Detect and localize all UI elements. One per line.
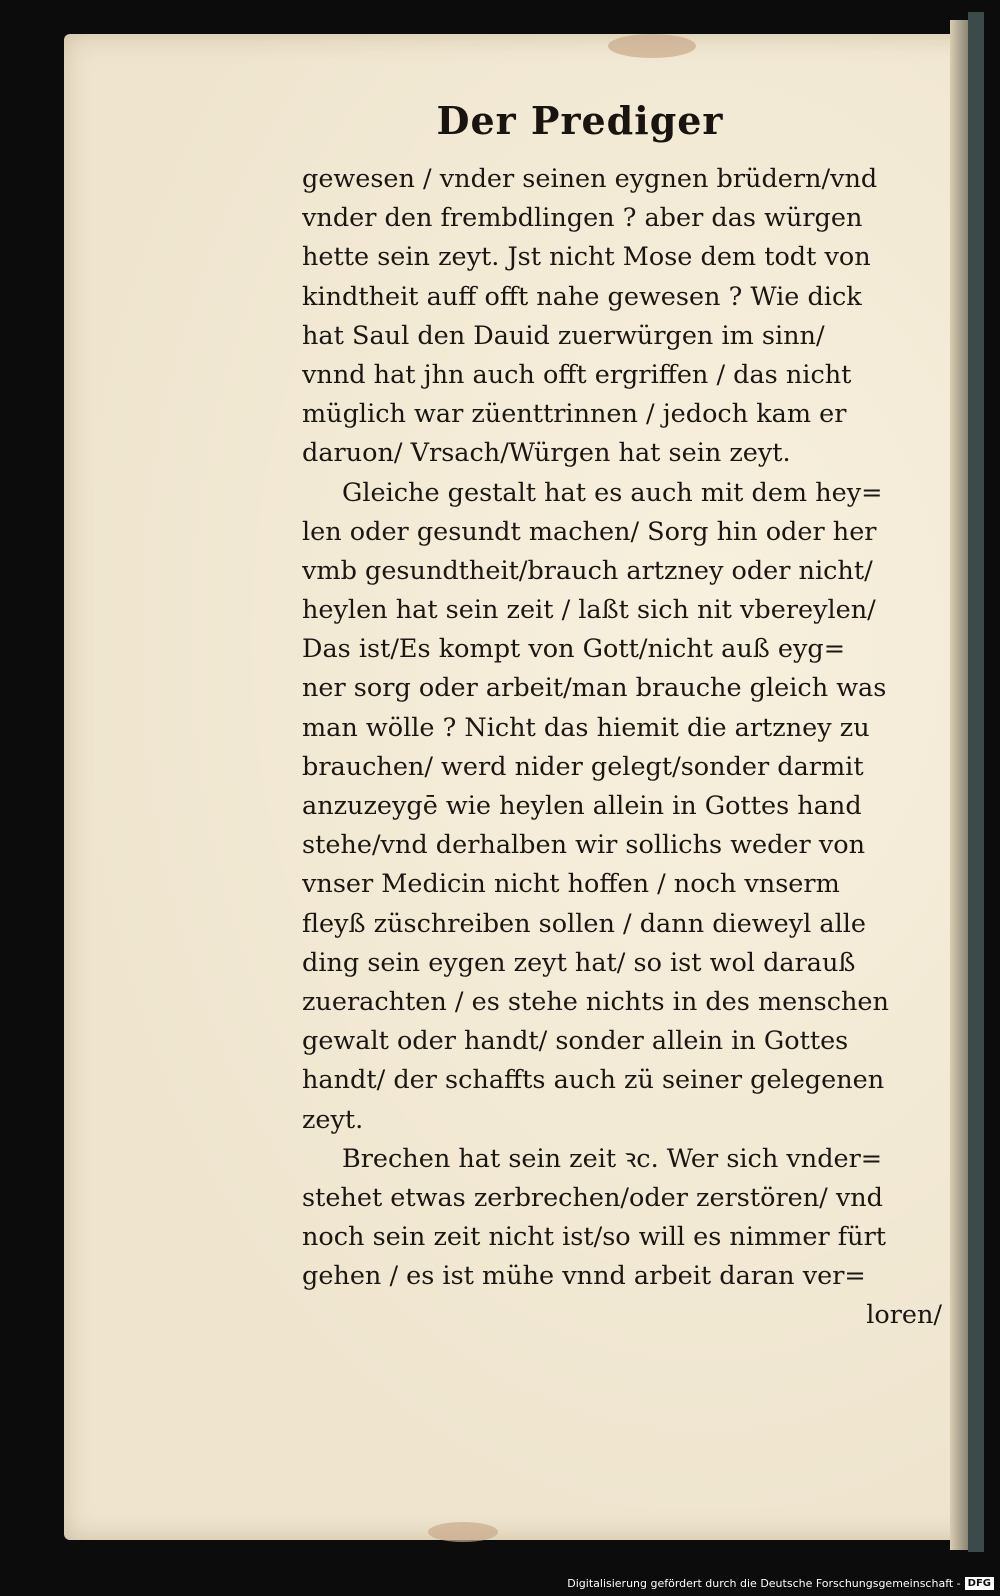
text-line: zeyt. (302, 1104, 364, 1135)
text-line: brauchen/ werd nider gelegt/sonder darmit (302, 751, 864, 782)
page-edge (950, 20, 968, 1550)
text-line: stehe/vnd derhalben wir sollichs weder von (302, 830, 866, 861)
book-spine (968, 12, 984, 1552)
text-line: hette sein zeyt. Jst nicht Mose dem todt von (302, 242, 871, 273)
text-line: anzuzeygē wie heylen allein in Gottes hand (302, 791, 862, 821)
text-line: müglich war züenttrinnen / jedoch kam er (302, 399, 847, 430)
catchword: loren/ (866, 1300, 942, 1331)
text-line: daruon/ Vrsach/Würgen hat sein zeyt. (302, 438, 791, 469)
text-line: gehen / es ist mühe vnnd arbeit daran ver= (302, 1261, 866, 1292)
text-line: gewesen / vnder seinen eygnen brüdern/vnd (302, 164, 878, 194)
text-line: Brechen hat sein zeit ꝛc. Wer sich vnder= (342, 1143, 883, 1174)
text-line: kindtheit auff offt nahe gewesen ? Wie dick (302, 281, 862, 312)
text-line: vnser Medicin nicht hoffen / noch vnserm (302, 869, 840, 900)
text-line: len oder gesundt machen/ Sorg hin oder her (302, 516, 877, 547)
text-line: vnder den frembdlingen ? aber das würgen (302, 203, 863, 234)
text-line: noch sein zeit nicht ist/so will es nimmer fürt (302, 1222, 887, 1253)
text-line: zuerachten / es stehe nichts in des menschen (302, 986, 889, 1017)
dfg-logo: DFG (965, 1577, 994, 1590)
text-line: vnnd hat jhn auch offt ergriffen / das nicht (302, 359, 852, 390)
text-line: vmb gesundtheit/brauch artzney oder nicht/ (302, 555, 873, 586)
digitization-credit (567, 1577, 994, 1590)
paper-stain (608, 34, 696, 58)
text-line: hat Saul den Dauid zuerwürgen im sinn/ (302, 320, 825, 351)
text-line: man wölle ? Nicht das hiemit die artzney zu (302, 712, 870, 743)
text-line: handt/ der schaffts auch zü seiner gelegenen (302, 1065, 885, 1096)
body-text (302, 160, 942, 1336)
text-line: ding sein eygen zeyt hat/ so ist wol darauß (302, 947, 856, 978)
text-line: Gleiche gestalt hat es auch mit dem hey= (342, 477, 883, 508)
text-line: ner sorg oder arbeit/man brauche gleich was (302, 673, 887, 704)
paper-stain (428, 1522, 498, 1542)
text-line: gewalt oder handt/ sonder allein in Gottes (302, 1026, 849, 1057)
text-line: fleyß züschreiben sollen / dann dieweyl alle (302, 908, 866, 939)
text-line: Das ist/Es kompt von Gott/nicht auß eyg= (302, 634, 846, 665)
text-line: stehet etwas zerbrechen/oder zerstören/ vnd (302, 1182, 883, 1213)
text-line: heylen hat sein zeit / laßt sich nit vbereylen/ (302, 595, 876, 626)
running-title: Der Prediger (436, 98, 724, 143)
credit-text: Digitalisierung gefördert durch die Deutsche Forschungsgemeinschaft - (567, 1577, 961, 1590)
